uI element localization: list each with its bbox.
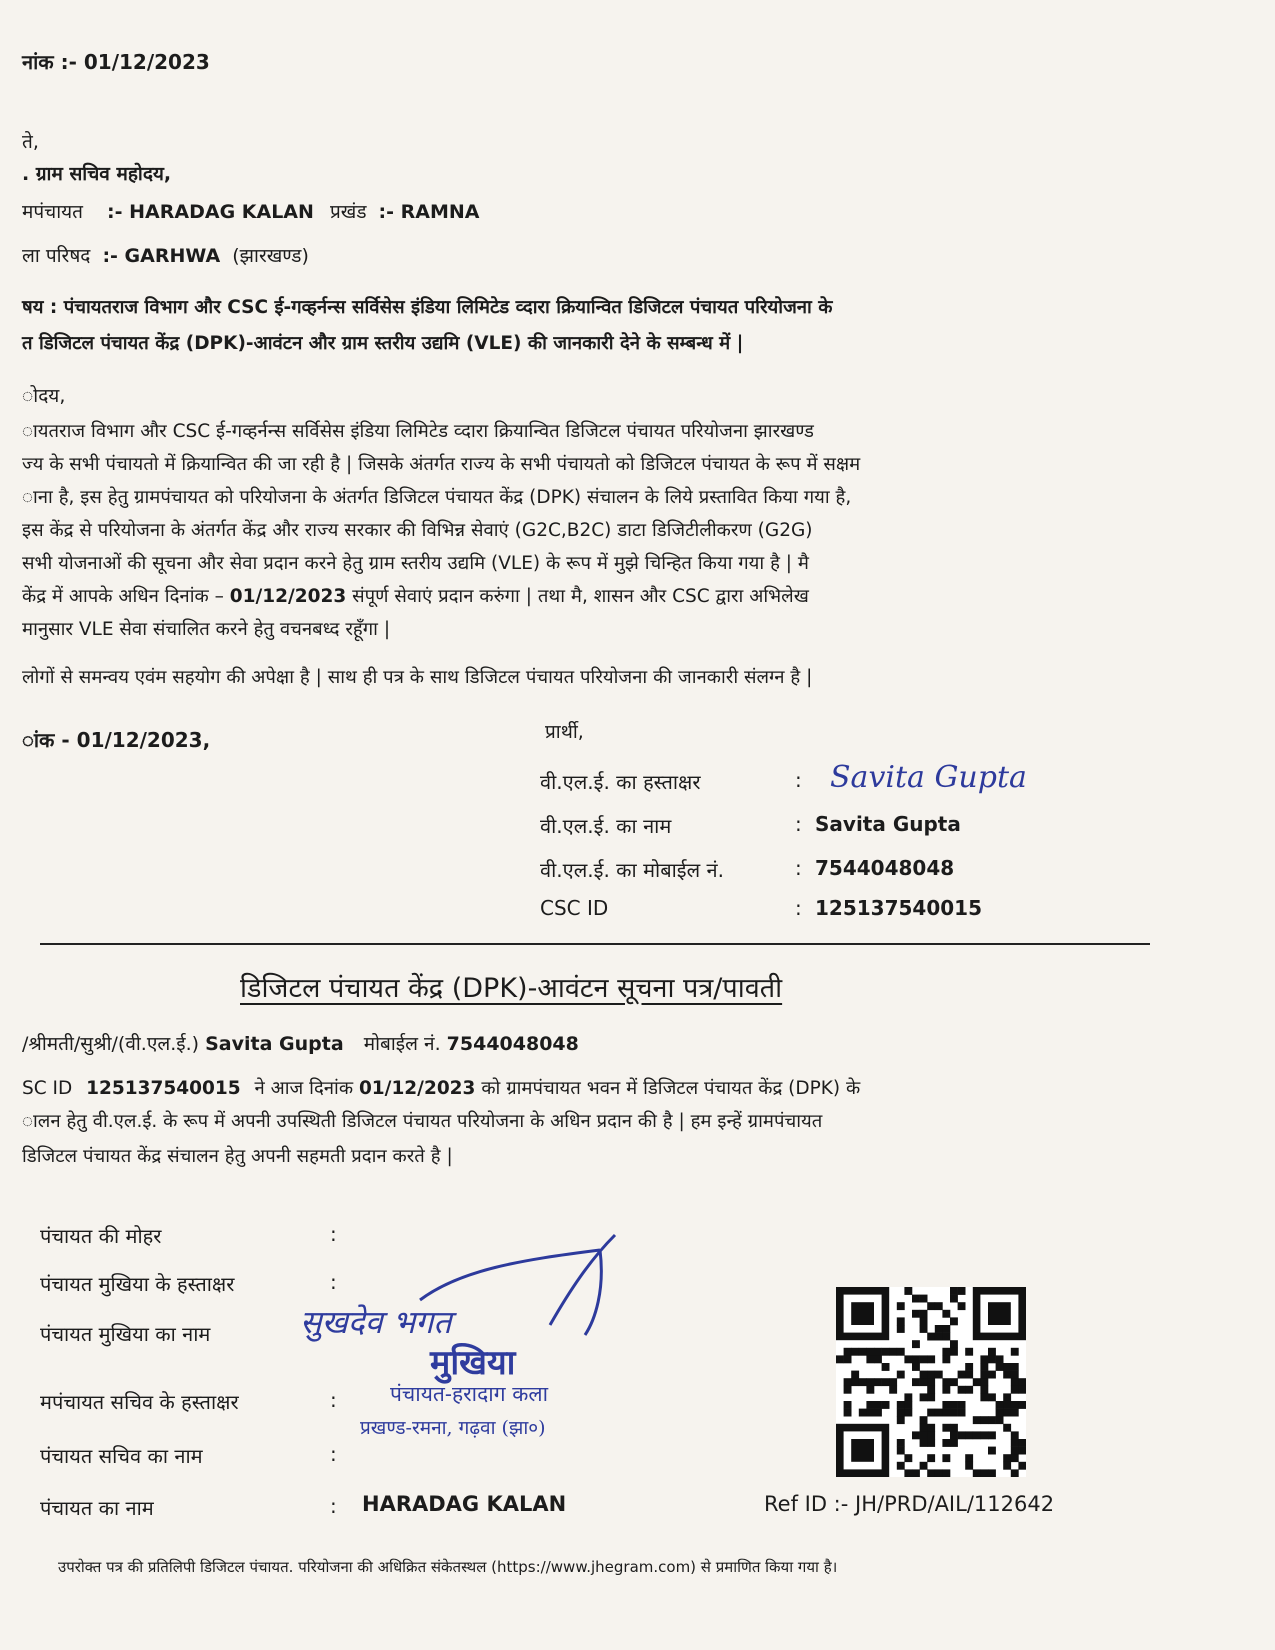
panchayat-value: :- HARADAG KALAN xyxy=(107,201,314,223)
panchayat-name-colon: : xyxy=(330,1494,337,1518)
stamp-title: मुखिया xyxy=(430,1343,516,1383)
body-line-2: ज्य के सभी पंचायतो में क्रियान्वित की जा रही है | जिसके अंतर्गत राज्य के सभी पंचायतो को डिजिटल पंचायत के रूप में सक्षम xyxy=(22,454,861,475)
receipt-title: डिजिटल पंचायत केंद्र (DPK)-आवंटन सूचना पत्र/पावती xyxy=(240,973,783,1004)
receipt-mobile: 7544048048 xyxy=(446,1033,579,1055)
body-line-6 xyxy=(22,583,809,608)
district-state: (झारखण्ड) xyxy=(232,245,309,267)
vle-name-value: Savita Gupta xyxy=(815,812,961,836)
mukhiya-name-label: पंचायत मुखिया का नाम xyxy=(40,1322,211,1346)
applicant-label: प्रार्थी, xyxy=(545,721,584,743)
ref-id: Ref ID :- JH/PRD/AIL/112642 xyxy=(764,1492,1055,1516)
panchayat-name-label: पंचायत का नाम xyxy=(40,1496,154,1520)
vle-mobile-value: 7544048048 xyxy=(815,856,955,880)
body-line-1: ायतराज विभाग और CSC ई-गव्हर्नन्स सर्विसेस इंडिया लिमिटेड व्दारा क्रियान्वित डिजिटल पंचायत परियोजना झारखण्ड xyxy=(22,421,814,442)
receipt-name-line xyxy=(22,1030,579,1056)
receipt-csc-id: 125137540015 xyxy=(86,1078,241,1099)
receipt-line-2-mid: ने आज दिनांक xyxy=(254,1078,354,1099)
body-line-4: इस केंद्र से परियोजना के अंतर्गत केंद्र और राज्य सरकार की विभिन्न सेवाएं (G2C,B2C) डाटा डिजिटीलीकरण (G2G) xyxy=(22,520,813,541)
receipt-mobile-label: मोबाईल नं. xyxy=(363,1033,441,1055)
receipt-line-2-rest: को ग्रामपंचायत भवन में डिजिटल पंचायत केंद्र (DPK) के xyxy=(481,1078,861,1099)
sign-date: ांक - 01/12/2023, xyxy=(22,728,211,752)
stamp-line-1: पंचायत-हरादाग कला xyxy=(390,1382,549,1406)
csc-id-value: 125137540015 xyxy=(815,896,982,920)
secretary-sig-label: मपंचायत सचिव के हस्ताक्षर xyxy=(40,1390,239,1414)
qr-code-graphic xyxy=(836,1287,1026,1477)
csc-id-colon: : xyxy=(795,896,802,920)
vle-mobile-colon: : xyxy=(795,856,802,880)
body-line-8: लोगों से समन्वय एवंम सहयोग की अपेक्षा है | साथ ही पत्र के साथ डिजिटल पंचायत परियोजना की जानकारी संलग्न है | xyxy=(22,667,813,688)
date-line: नांक :- 01/12/2023 xyxy=(22,50,210,74)
footer-note: उपरोक्त पत्र की प्रतिलिपी डिजिटल पंचायत. परियोजना की अधिक्रित संकेतस्थल (https://www.jhegram.com) से प्रमाणित किया गया है। xyxy=(58,1558,838,1576)
qr-code xyxy=(836,1287,1026,1477)
secretary-name-colon: : xyxy=(330,1442,337,1466)
body-line-6-b: संपूर्ण सेवाएं प्रदान करुंगा | तथा मै, शासन और CSC द्वारा अभिलेख xyxy=(352,586,809,607)
vle-mobile-label: वी.एल.ई. का मोबाईल नं. xyxy=(540,858,725,882)
mukhiya-sig-colon: : xyxy=(330,1270,337,1294)
receipt-line-4: डिजिटल पंचायत केंद्र संचालन हेतु अपनी सहमती प्रदान करते है | xyxy=(22,1146,453,1167)
section-divider xyxy=(40,943,1150,945)
receipt-date: 01/12/2023 xyxy=(358,1078,476,1099)
seal-label: पंचायत की मोहर xyxy=(40,1224,162,1248)
body-line-6-a: केंद्र में आपके अधिन दिनांक – xyxy=(22,586,224,607)
mukhiya-signature: सुखदेव भगत xyxy=(300,1303,452,1341)
secretary-sig-colon: : xyxy=(330,1388,337,1412)
block-label: प्रखंड xyxy=(329,201,367,223)
district-label: ला परिषद xyxy=(22,245,91,267)
mukhiya-sig-label: पंचायत मुखिया के हस्ताक्षर xyxy=(40,1272,235,1296)
csc-id-label: CSC ID xyxy=(540,896,609,920)
vle-signature: Savita Gupta xyxy=(830,760,1027,795)
panchayat-row xyxy=(22,198,480,224)
subject-line-2: त डिजिटल पंचायत केंद्र (DPK)-आवंटन और ग्राम स्तरीय उद्यमि (VLE) की जानकारी देने के सम्बन्ध में | xyxy=(22,333,744,354)
receipt-name: Savita Gupta xyxy=(205,1033,344,1055)
vle-signature-label: वी.एल.ई. का हस्ताक्षर xyxy=(540,770,701,794)
panchayat-name-value: HARADAG KALAN xyxy=(362,1492,567,1516)
subject-line-1: षय : पंचायतराज विभाग और CSC ई-गव्हर्नन्स सर्विसेस इंडिया लिमिटेड व्दारा क्रियान्वित डिजिटल पंचायत परियोजना के xyxy=(22,297,833,318)
seal-colon: : xyxy=(330,1222,337,1246)
secretary-name-label: पंचायत सचिव का नाम xyxy=(40,1444,203,1468)
receipt-line-3: ालन हेतु वी.एल.ई. के रूप में अपनी उपस्थिती डिजिटल पंचायत परियोजना के अधिन प्रदान की है | हम इन्हें ग्रामपंचायत xyxy=(22,1111,823,1132)
panchayat-label: मपंचायत xyxy=(22,201,83,223)
body-line-7: मानुसार VLE सेवा संचालित करने हेतु वचनबध्द रहूँगा | xyxy=(22,619,391,640)
vle-name-label: वी.एल.ई. का नाम xyxy=(540,814,672,838)
stamp-line-2: प्रखण्ड-रमना, गढ़वा (झा०) xyxy=(360,1417,546,1439)
block-value: :- RAMNA xyxy=(378,201,480,223)
body-line-5: सभी योजनाओं की सूचना और सेवा प्रदान करने हेतु ग्राम स्तरीय उद्यमि (VLE) के रूप में मुझे चिन्हित किया गया है | मै xyxy=(22,553,809,574)
salutation: ोदय, xyxy=(22,385,66,407)
district-value: :- GARHWA xyxy=(102,245,221,267)
receipt-csc-prefix: SC ID xyxy=(22,1078,73,1099)
addressee: . ग्राम सचिव महोदय, xyxy=(22,163,172,185)
vle-name-colon: : xyxy=(795,812,802,836)
receipt-line-2 xyxy=(22,1075,860,1100)
body-line-3: ाना है, इस हेतु ग्रामपंचायत को परियोजना के अंतर्गत डिजिटल पंचायत केंद्र (DPK) संचालन के लिये प्रस्तावित किया गया है, xyxy=(22,487,852,508)
body-line-6-date: 01/12/2023 xyxy=(229,586,347,607)
vle-signature-colon: : xyxy=(795,768,802,792)
receipt-name-prefix: /श्रीमती/सुश्री/(वी.एल.ई.) xyxy=(22,1033,200,1055)
district-row xyxy=(22,242,309,268)
to-line: ते, xyxy=(22,131,39,153)
